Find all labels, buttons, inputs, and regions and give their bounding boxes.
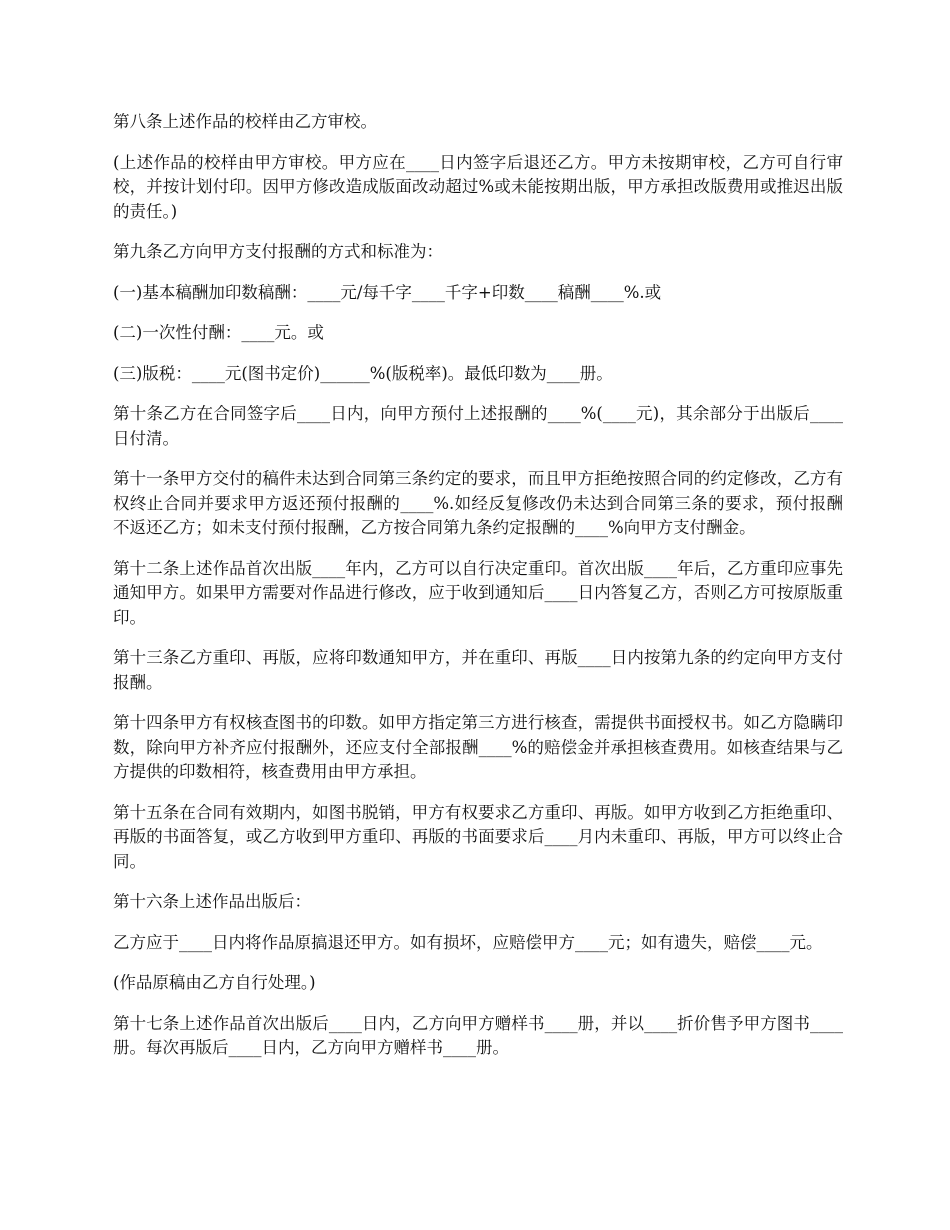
paragraph-article-8: 第八条上述作品的校样由乙方审校。 [113, 112, 377, 131]
paragraph-article-14: 第十四条甲方有权核查图书的印数。如甲方指定第三方进行核查，需提供书面授权书。如乙方隐瞒印数，除向甲方补齐应付报酬外，还应支付全部报酬____%的赔偿金并承担核查费用。如核查结果与乙方提供的印数相符，核查费用由甲方承担。 [113, 713, 843, 781]
paragraph-article-8-alt: (上述作品的校样由甲方审校。甲方应在____日内签字后退还乙方。甲方未按期审校，乙方可自行审校，并按计划付印。因甲方修改造成版面改动超过%或未能按期出版，甲方承担改版费用或推迟出版的责任。) [113, 152, 843, 221]
paragraph-article-16-alt: (作品原稿由乙方自行处理。) [113, 973, 316, 992]
paragraph-article-11: 第十一条甲方交付的稿件未达到合同第三条约定的要求，而且甲方拒绝按照合同的约定修改，乙方有权终止合同并要求甲方返还预付报酬的____%.如经反复修改仍未达到合同第三条的要求，预付报酬不返还乙方；如未支付预付报酬，乙方按合同第九条约定报酬的____%向甲方支付酬金。 [113, 469, 843, 537]
paragraph-article-16: 第十六条上述作品出版后： [113, 892, 311, 911]
paragraph-article-16-clause: 乙方应于____日内将作品原搞退还甲方。如有损坏，应赔偿甲方____元；如有遗失，赔偿____元。 [113, 932, 823, 952]
paragraph-article-9-option-1: (一)基本稿酬加印数稿酬：____元/每千字____千字+印数____稿酬____%.或 [113, 282, 662, 302]
paragraph-article-13: 第十三条乙方重印、再版，应将印数通知甲方，并在重印、再版____日内按第九条的约定向甲方支付报酬。 [113, 648, 843, 692]
paragraph-article-12: 第十二条上述作品首次出版____年内，乙方可以自行决定重印。首次出版____年后，乙方重印应事先通知甲方。如果甲方需要对作品进行修改，应于收到通知后____日内答复乙方，否则乙方可按原版重印。 [113, 558, 843, 627]
document-page [113, 110, 843, 1077]
paragraph-article-9: 第九条乙方向甲方支付报酬的方式和标准为： [113, 242, 443, 261]
paragraph-article-17: 第十七条上述作品首次出版后____日内，乙方向甲方赠样书____册，并以____折价售予甲方图书____册。每次再版后____日内，乙方向甲方赠样书____册。 [113, 1013, 843, 1057]
paragraph-article-9-option-2: (二)一次性付酬：____元。或 [113, 323, 324, 342]
paragraph-article-15: 第十五条在合同有效期内，如图书脱销，甲方有权要求乙方重印、再版。如甲方收到乙方拒绝重印、再版的书面答复，或乙方收到甲方重印、再版的书面要求后____月内未重印、再版，甲方可以终止合同。 [113, 802, 843, 871]
paragraph-article-9-option-3: (三)版税：____元(图书定价)______%(版税率)。最低印数为____册。 [113, 363, 613, 383]
paragraph-article-10: 第十条乙方在合同签字后____日内，向甲方预付上述报酬的____%(____元)，其余部分于出版后____日付清。 [113, 404, 843, 448]
